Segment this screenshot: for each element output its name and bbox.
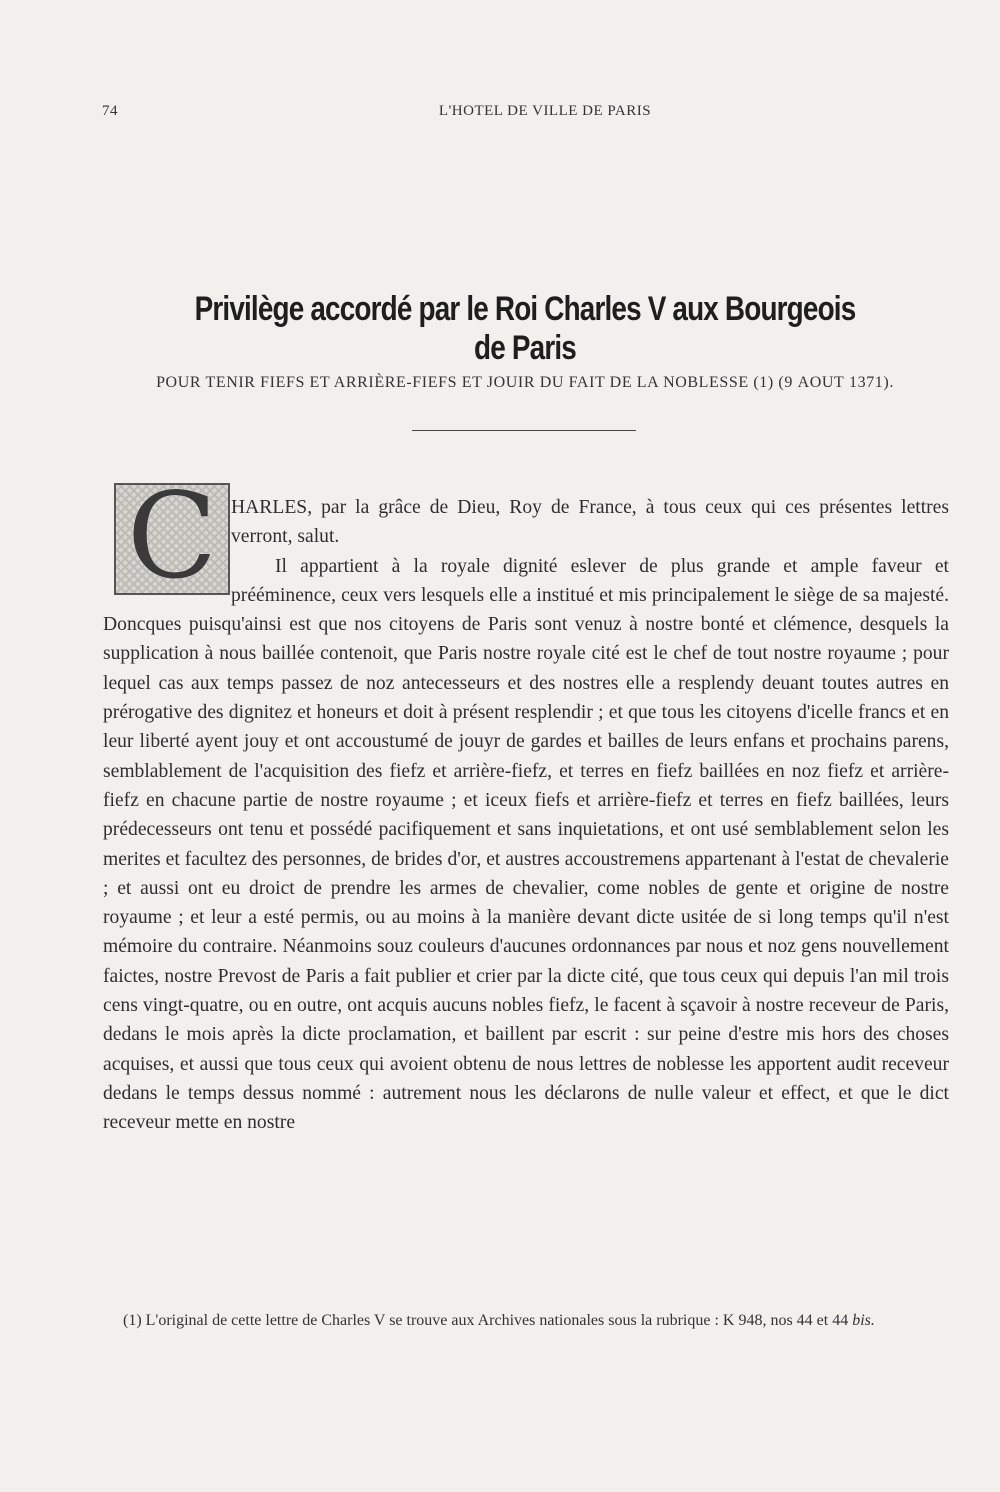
subtitle-year: 1371). — [844, 374, 894, 391]
subtitle-month: AOUT — [797, 374, 845, 391]
footnote-text — [103, 1310, 949, 1332]
running-head — [100, 103, 950, 127]
page-number: 74 — [102, 103, 118, 119]
opening-text: , par la grâce de Dieu, Roy de France, à tous ceux qui ces présentes lettres verront, salut. — [231, 497, 949, 548]
footnote-body: (1) L'original de cette lettre de Charles V se trouve aux Archives nationales sous la rubrique : K 948, nos 44 et 44 — [123, 1312, 853, 1329]
article-subtitle — [100, 374, 950, 392]
title-divider — [412, 430, 636, 431]
paragraph-main: Il appartient à la royale dignité eslever de plus grande et ample faveur et prééminence, ceux vers lesquels elle a institué et mis principalement le siège de sa majesté. Doncques puisqu'ainsi est que nos citoyens de Paris sont venuz à nostre bonté et clémence, desquels la supplication à nous baillée contenoit, que Paris nostre royale cité est le chef de tout nostre royaume ; pour lequel cas aux temps passez de noz antecesseurs et des nostres elle a resplendy deuant toutes autres en prérogative des dignitez et honeurs et doit à présent resplendir ; et que tous les citoyens d'icelle francs et en leur liberté ayent jouy et ont accoustumé de jouyr de gardes et bailles de leurs enfans et prochains parens, semblablement de l'acquisition des fiefz et arrière-fiefz, et terres en fiefz baillées en noz fiefz et arrière-fiefz en chacune partie de nostre royaume ; et iceux fiefs et arrière-fiefz et terres en fiefz baillées, leurs prédecesseurs ont tenu et possédé pacifiquement et sans inquietations, et ont usé semblablement selon les merites et facultez des personnes, de brides d'or, et austres accoustremens appartenant à l'estat de chevalerie ; et aussi ont eu droict de prendre les armes de chevalier, come nobles de gente et origine de nostre royaume ; et leur a esté permis, ou au moins à la manière devant dicte usitée de si long temps qu'il n'est mémoire du contraire. Néanmoins souz couleurs d'aucunes ordonnances par nous et noz gens nouvellement faictes, nostre Prevost de Paris a fait publier et crier par la dicte cité, que tous ceux qui depuis l'an mil trois cens vingt-quatre, ou en outre, ont acquis aucuns nobles fiefz, le facent à sçavoir à nostre receveur de Paris, dedans le mois après la dicte proclamation, et baillent par escrit : sur peine d'estre mis hors des choses acquises, et aussi que tous ceux qui avoient obtenu de nous lettres de noblesse les apportent audit receveur dedans le temps dessus nommé : autrement nous les déclarons de nulle valeur et effect, et que le dict receveur mette en nostre — [103, 555, 949, 1134]
subtitle-footnote-ref: (1) (9 — [748, 374, 798, 391]
article-title: Privilège accordé par le Roi Charles V aux Bourgeois de Paris — [194, 290, 856, 367]
first-word-rest: HARLES — [231, 497, 308, 518]
footnote — [103, 1310, 949, 1332]
subtitle-noblesse: NOBLESSE — [663, 374, 749, 391]
subtitle-lead: POUR TENIR FIEFS ET ARRIÈRE-FIEFS ET JOUIR DU FAIT DE LA — [156, 374, 664, 391]
body-text — [103, 493, 949, 1138]
footnote-italic: bis. — [852, 1312, 875, 1329]
drop-cap-space — [103, 489, 231, 605]
drop-cap-letter: C — [126, 483, 218, 595]
running-title: L'HOTEL DE VILLE DE PARIS — [438, 103, 652, 119]
